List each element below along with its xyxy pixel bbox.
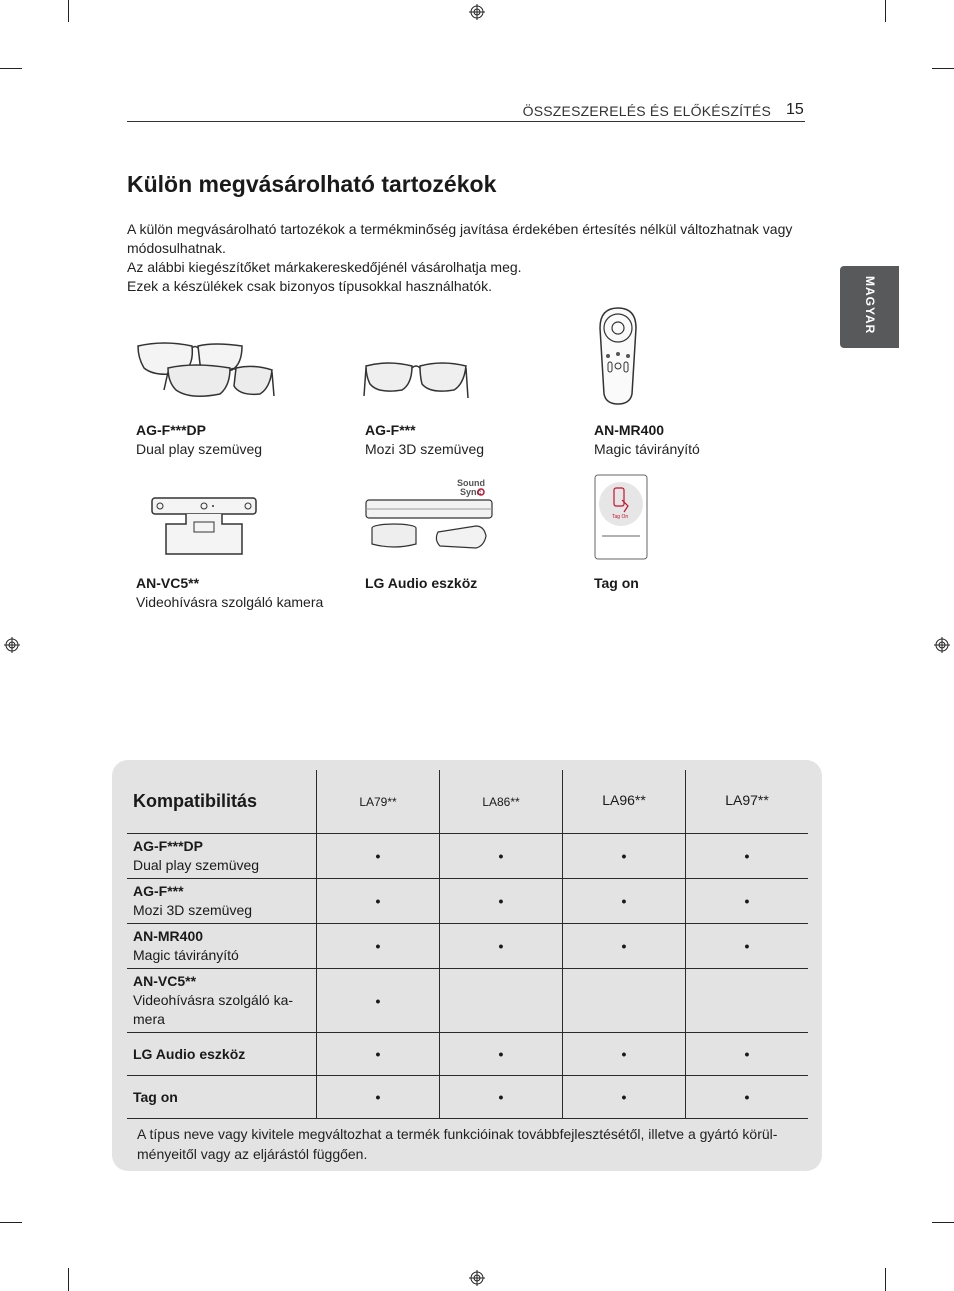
- accessory-item: [594, 574, 639, 593]
- row-code: AG-F***: [133, 883, 184, 899]
- crop-mark: [932, 68, 954, 69]
- compatibility-heading: Kompatibilitás: [127, 770, 317, 834]
- compat-mark: •: [317, 1076, 440, 1119]
- compat-mark: •: [440, 1033, 563, 1076]
- compat-mark: •: [317, 879, 440, 924]
- table-row: [127, 969, 808, 1033]
- svg-text:Tag On: Tag On: [612, 514, 629, 520]
- compat-mark: •: [317, 969, 440, 1033]
- compat-mark: •: [686, 1033, 809, 1076]
- registration-mark-icon: [469, 4, 485, 20]
- accessory-item: [594, 421, 700, 459]
- accessory-code: Tag on: [594, 575, 639, 591]
- compat-mark: •: [686, 1076, 809, 1119]
- model-header: LA79**: [317, 770, 440, 834]
- compat-mark: [440, 969, 563, 1033]
- compat-mark: •: [563, 834, 686, 879]
- accessory-desc: Videohívásra szolgáló kamera: [136, 594, 324, 610]
- video-camera-icon: [150, 496, 260, 556]
- compatibility-table: [127, 770, 808, 1119]
- svg-text:Sync: Sync: [460, 487, 482, 497]
- language-tab: [840, 266, 899, 348]
- accessory-item: [365, 421, 484, 459]
- accessory-item: [136, 574, 323, 612]
- crop-mark: [932, 1222, 954, 1223]
- page-number: 15: [786, 101, 804, 118]
- accessory-item: [365, 574, 477, 593]
- accessory-desc: Magic távirányító: [594, 441, 700, 457]
- row-desc: Magic távirányító: [133, 947, 239, 963]
- accessory-code: AN-VC5**: [136, 575, 200, 591]
- compat-mark: •: [686, 879, 809, 924]
- registration-mark-icon: [469, 1270, 485, 1286]
- intro-text: [127, 220, 817, 296]
- compat-mark: •: [440, 924, 563, 969]
- accessory-desc: Dual play szemüveg: [136, 441, 263, 457]
- model-header: LA96**: [563, 770, 686, 834]
- crop-mark: [0, 1222, 22, 1223]
- row-label: [127, 879, 317, 924]
- compat-mark: •: [563, 924, 686, 969]
- row-label: [127, 1033, 317, 1076]
- accessory-code: LG Audio eszköz: [365, 575, 478, 591]
- intro-paragraph: Ezek a készülékek csak bizonyos típusokkal használhatók.: [127, 278, 492, 294]
- accessory-code: AG-F***DP: [136, 422, 207, 438]
- row-code: AN-VC5**: [133, 973, 197, 989]
- intro-paragraph: Az alábbi kiegészítőket márkakereskedőjénél vásárolhatja meg.: [127, 259, 522, 275]
- compat-mark: [686, 969, 809, 1033]
- svg-text:Sound: Sound: [457, 478, 485, 488]
- table-row: [127, 1076, 808, 1119]
- row-desc: Dual play szemüveg: [133, 857, 260, 873]
- row-code: Tag on: [133, 1088, 178, 1105]
- table-row: [127, 879, 808, 924]
- intro-paragraph: A külön megvásárolható tartozékok a termékminőség javítása érdekében értesítés nélkül változhatnak vagy módosulhatnak.: [127, 221, 793, 256]
- compat-mark: •: [563, 1076, 686, 1119]
- table-header-row: [127, 770, 808, 834]
- dual-play-glasses-icon: [134, 338, 276, 410]
- header-rule: [127, 121, 805, 122]
- table-row: [127, 924, 808, 969]
- section-header: ÖSSZESZERELÉS ÉS ELŐKÉSZÍTÉS: [522, 103, 771, 119]
- row-label: [127, 924, 317, 969]
- compat-mark: [563, 969, 686, 1033]
- compat-mark: •: [440, 879, 563, 924]
- row-code: LG Audio eszköz: [133, 1045, 246, 1062]
- accessory-code: AG-F***: [365, 422, 416, 438]
- row-label: [127, 1076, 317, 1119]
- 3d-glasses-icon: [362, 358, 472, 404]
- model-header: LA86**: [440, 770, 563, 834]
- lg-audio-icon: [364, 476, 494, 552]
- row-label: [127, 834, 317, 879]
- crop-mark: [0, 68, 22, 69]
- accessory-code: AN-MR400: [594, 422, 665, 438]
- model-header: LA97**: [686, 770, 809, 834]
- compat-mark: •: [686, 834, 809, 879]
- magic-remote-icon: [596, 306, 640, 406]
- accessory-item: [136, 421, 262, 459]
- row-label: [127, 969, 317, 1033]
- table-row: [127, 1033, 808, 1076]
- compat-mark: •: [317, 1033, 440, 1076]
- row-desc: Videohívásra szolgáló ka-mera: [133, 992, 294, 1027]
- compat-mark: •: [686, 924, 809, 969]
- compat-mark: •: [317, 834, 440, 879]
- registration-mark-icon: [934, 637, 950, 653]
- crop-mark: [885, 0, 886, 22]
- table-row: [127, 834, 808, 879]
- compat-mark: •: [440, 1076, 563, 1119]
- row-desc: Mozi 3D szemüveg: [133, 902, 253, 918]
- compatibility-note: A típus neve vagy kivitele megváltozhat a termék funkcióinak továbbfejlesztésétől, illetve a gyártó körül-ményeitől vagy az eljárástól függően.: [137, 1126, 778, 1162]
- crop-mark: [885, 1268, 886, 1291]
- row-code: AN-MR400: [133, 928, 204, 944]
- compat-mark: •: [440, 834, 563, 879]
- crop-mark: [68, 0, 69, 22]
- crop-mark: [68, 1268, 69, 1291]
- compat-mark: •: [563, 879, 686, 924]
- compat-mark: •: [563, 1033, 686, 1076]
- registration-mark-icon: [4, 637, 20, 653]
- language-tab-label: MAGYAR: [863, 276, 877, 335]
- row-code: AG-F***DP: [133, 838, 204, 854]
- tag-on-icon: [594, 474, 648, 560]
- page-title: Külön megvásárolható tartozékok: [127, 171, 497, 197]
- accessory-desc: Mozi 3D szemüveg: [365, 441, 485, 457]
- compat-mark: •: [317, 924, 440, 969]
